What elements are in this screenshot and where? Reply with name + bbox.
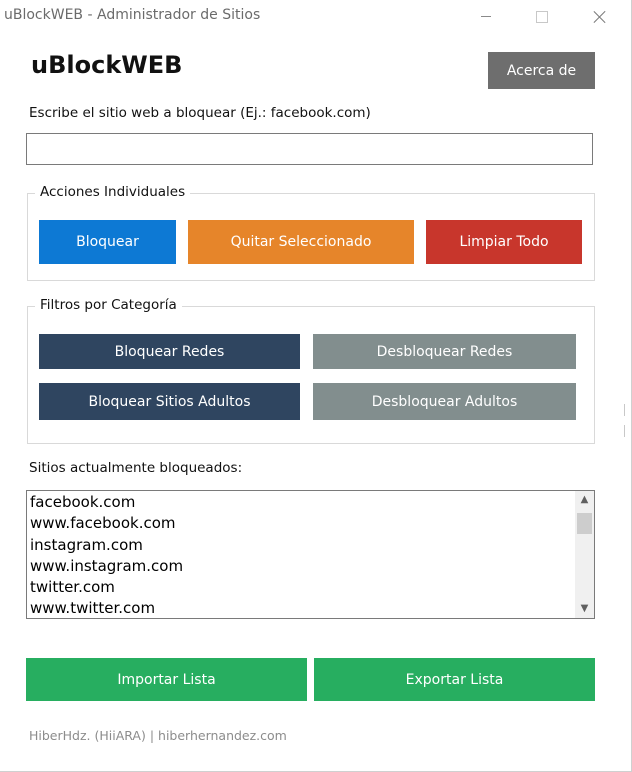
app-title: uBlockWEB <box>31 51 183 79</box>
remove-selected-button[interactable]: Quitar Seleccionado <box>188 220 414 264</box>
edge-divider <box>624 425 625 437</box>
unblock-adult-button[interactable]: Desbloquear Adultos <box>313 383 576 420</box>
clear-all-button[interactable]: Limpiar Todo <box>426 220 582 264</box>
maximize-button[interactable] <box>519 0 565 33</box>
list-item[interactable]: twitter.com <box>30 578 115 597</box>
blocked-sites-list[interactable] <box>26 490 595 619</box>
category-filters-group <box>27 306 595 444</box>
list-items <box>30 492 183 619</box>
close-button[interactable] <box>577 0 623 33</box>
minimize-button[interactable] <box>463 0 509 33</box>
about-button[interactable]: Acerca de <box>488 52 595 89</box>
maximize-icon <box>536 11 548 23</box>
site-input[interactable] <box>26 133 593 165</box>
block-adult-button[interactable]: Bloquear Sitios Adultos <box>39 383 300 420</box>
list-item[interactable]: facebook.com <box>30 493 136 511</box>
block-social-button[interactable]: Bloquear Redes <box>39 334 300 369</box>
footer-credits: HiberHdz. (HiiARA) | hiberhernandez.com <box>29 728 287 743</box>
scroll-up-arrow-icon[interactable]: ▲ <box>580 494 589 505</box>
category-filters-legend: Filtros por Categoría <box>35 297 182 313</box>
individual-actions-legend: Acciones Individuales <box>35 184 190 200</box>
list-item[interactable]: www.twitter.com <box>30 599 156 618</box>
window-title: uBlockWEB - Administrador de Sitios <box>4 7 261 23</box>
scrollbar-thumb[interactable] <box>577 513 592 534</box>
list-item[interactable]: www.instagram.com <box>30 556 184 575</box>
import-list-button[interactable]: Importar Lista <box>26 658 307 701</box>
block-button[interactable]: Bloquear <box>39 220 176 264</box>
unblock-social-button[interactable]: Desbloquear Redes <box>313 334 576 369</box>
export-list-button[interactable]: Exportar Lista <box>314 658 595 701</box>
scroll-down-arrow-icon[interactable]: ▼ <box>580 603 589 614</box>
edge-divider <box>624 404 625 416</box>
list-scrollbar[interactable] <box>575 491 594 618</box>
minimize-icon <box>481 16 491 17</box>
blocked-list-label: Sitios actualmente bloqueados: <box>29 460 243 476</box>
list-item[interactable]: instagram.com <box>30 535 143 554</box>
title-bar <box>0 0 631 33</box>
site-input-label: Escribe el sitio web a bloquear (Ej.: facebook.com) <box>29 105 371 121</box>
list-item[interactable]: www.facebook.com <box>30 514 176 533</box>
close-icon <box>594 11 606 23</box>
